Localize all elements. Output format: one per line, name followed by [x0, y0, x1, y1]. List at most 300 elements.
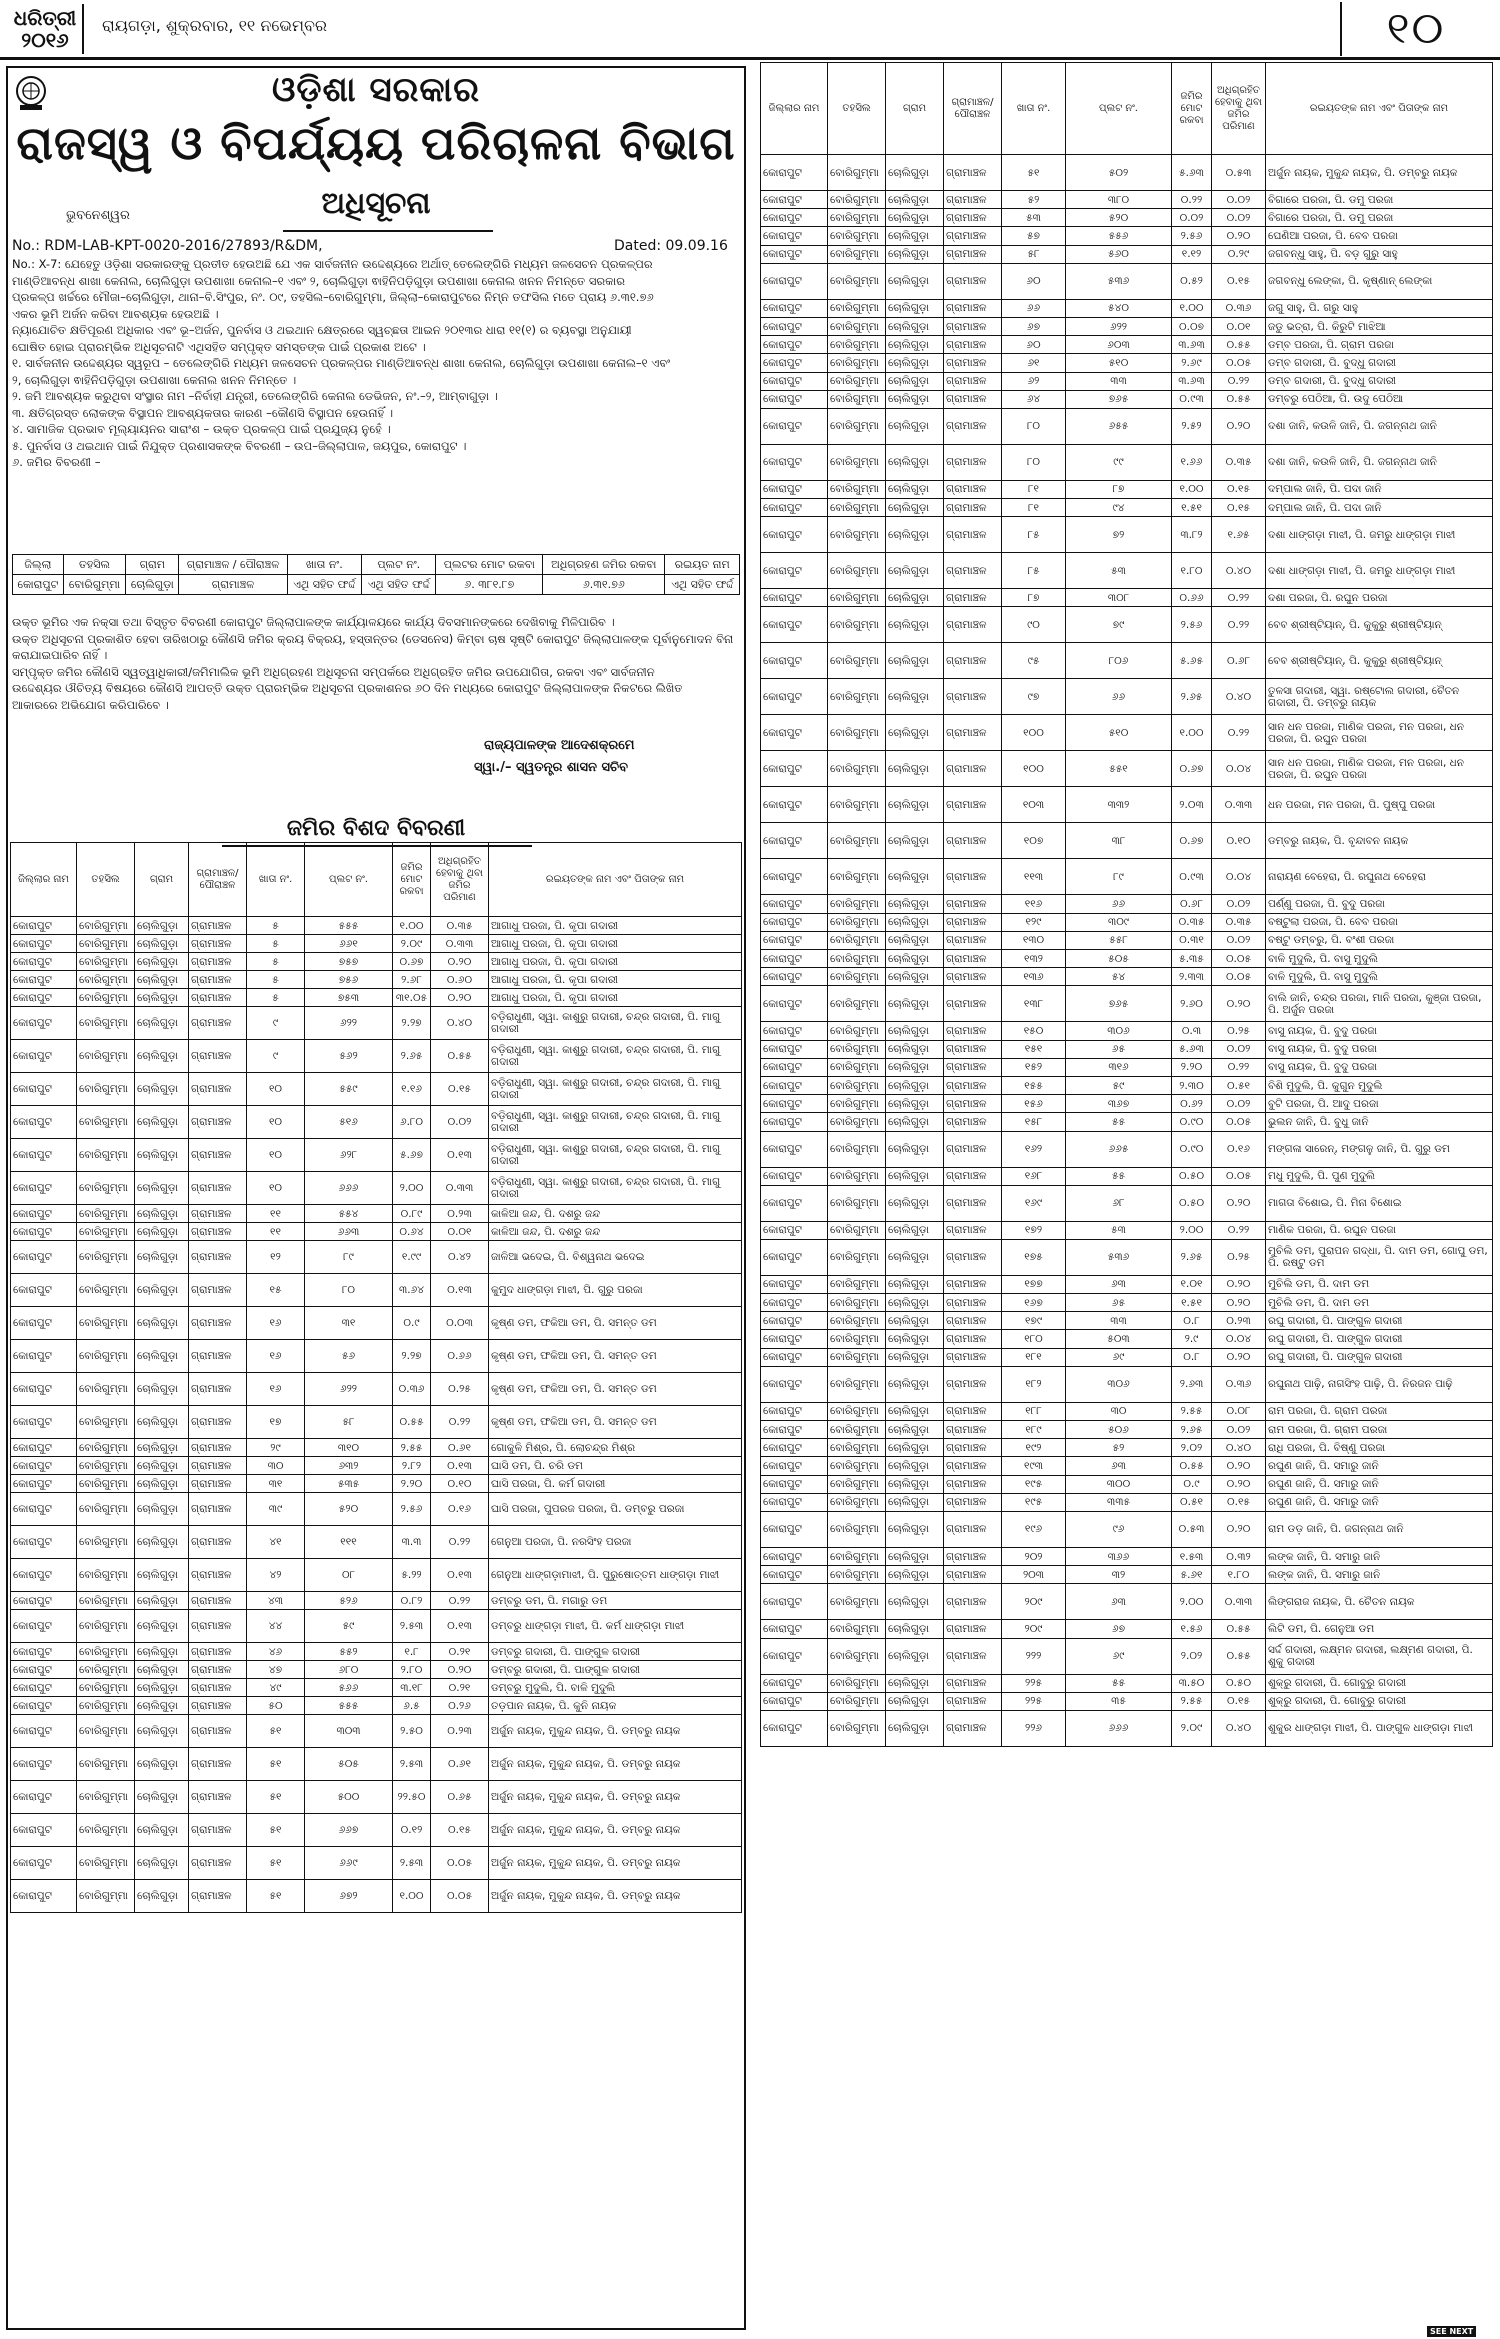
notice-paragraph: ୨, ଚୋଲିଗୁଡ଼ା ଵାହିନିପଡ଼ିଗୁଡ଼ା ଉପଶାଖା କେନାଲ ଖନନ ନିମନ୍ତେ । [12, 372, 297, 387]
table-row [11, 1205, 742, 1223]
reference-number: No.: RDM-LAB-KPT-0020-2016/27893/R&DM, [12, 238, 323, 254]
acquired-area-cell: ୦.୪୦ [1212, 553, 1266, 589]
area-type-cell: ଗ୍ରାମାଞ୍ଚଳ [944, 679, 1002, 715]
area-type-cell: ଗ୍ରାମାଞ୍ଚଳ [944, 444, 1002, 480]
plot-cell: ୫୨ [1066, 1439, 1172, 1457]
table-row [761, 1547, 1493, 1565]
acquired-area-cell: ୦.୧୫ [431, 1073, 489, 1106]
village-cell: ଚୋଲିଗୁଡ଼ା [135, 1040, 189, 1073]
district-cell: କୋରାପୁଟ [761, 1620, 828, 1638]
plot-cell: ୩୩୨ [1066, 787, 1172, 823]
plot-cell: ୩୦୩ [305, 1715, 393, 1748]
notice-condition-line: ଆକାରରେ ଅଭିଯୋଗ କରିପାରିବେ । [12, 697, 169, 712]
total-area-cell: ୧.୮୦ [1172, 553, 1212, 589]
area-type-cell: ଗ୍ରାମାଞ୍ଚଳ [944, 1457, 1002, 1475]
plot-cell: ୫୬୬ [305, 1679, 393, 1697]
tahasil-cell: ବୋରିଗୁମ୍ମା [77, 953, 135, 971]
notice-condition-line: ଉକ୍ତ ଅଧିସୂଚନା ପ୍ରକାଶିତ ହେବା ତାରିଖଠାରୁ କୌଣସି ଜମିର କ୍ରୟ ବିକ୍ରୟ, ହସ୍ତାନ୍ତର (ଡେସନେସ) କିମ୍ବା ଚାଷ ସୃଷ୍ଟି କୋରାପୁଟ ଜିଲ୍ଲାପାଳଙ୍କ ପୂର୍ବାନୁମୋଦନ ବିନା [12, 631, 734, 646]
district-cell: କୋରାପୁଟ [761, 1167, 828, 1185]
tahasil-cell: ବୋରିଗୁମ୍ମା [828, 715, 886, 751]
acquired-area-cell: ୦.୩୨ [1212, 1547, 1266, 1565]
khata-cell: ୧୧ [247, 1223, 305, 1241]
column-header: ରଇୟତଙ୍କ ନାମ ଏବଂ ପିତାଙ୍କ ନାମ [1266, 63, 1493, 155]
village-cell: ଚୋଲିଗୁଡ଼ା [886, 859, 944, 895]
total-area-cell: ୨.୮୦ [393, 1661, 431, 1679]
tahasil-cell: ବୋରିଗୁମ୍ମା [828, 679, 886, 715]
khata-cell: ୬୬ [1002, 299, 1066, 317]
total-area-cell: ୦.୩୬ [393, 1373, 431, 1406]
total-area-cell: ୨.୦୨ [1172, 1439, 1212, 1457]
owner-cell: ମଙ୍ଗଳା ସାରେନ୍, ମଙ୍ଗଳୁ ଜାନି, ପି. ଗୁରୁ ଡମ [1266, 1131, 1493, 1167]
total-area-cell: ୫.୨୨ [393, 1559, 431, 1592]
village-cell: ଚୋଲିଗୁଡ଼ା [886, 499, 944, 517]
tahasil-cell: ବୋରିଗୁମ୍ମା [828, 1620, 886, 1638]
notice-paragraph: ୪. ସାମାଜିକ ପ୍ରଭାବ ମୂଲ୍ୟାୟନର ସାରାଂଶ – ଉକ୍ତ ପ୍ରକଳ୍ପ ପାଇଁ ପ୍ରଯୁଜ୍ୟ ନୁହେଁ । [12, 422, 391, 436]
area-type-cell: ଗ୍ରାମାଞ୍ଚଳ [189, 1475, 247, 1493]
column-header: ପ୍ଲଟ ନଂ. [305, 843, 393, 917]
khata-cell: ୫୨ [1002, 191, 1066, 209]
district-cell: କୋରାପୁଟ [761, 1040, 828, 1058]
district-cell: କୋରାପୁଟ [11, 1307, 77, 1340]
area-type-cell: ଗ୍ରାମାଞ୍ଚଳ [944, 1584, 1002, 1620]
village-cell: ଚୋଲିଗୁଡ଼ା [886, 1312, 944, 1330]
acquired-area-cell: ୦.୦୧ [431, 1223, 489, 1241]
table-row [761, 517, 1493, 553]
notice-paragraph: ଘୋଷିତ ହୋଇ ପ୍ରାରମ୍ଭିକ ଅଧିସୂଚନାଟି ଏଥିସହିତ ସମ୍ପୃକ୍ତ ସମସ୍ତଙ୍କ ପାଇଁ ପ୍ରକାଶ ଅଟେ । [12, 339, 426, 354]
village-cell: ଚୋଲିଗୁଡ଼ା [886, 553, 944, 589]
khata-cell: ୫୧ [247, 1814, 305, 1847]
acquired-area-cell: ୦.୨୦ [1212, 1275, 1266, 1293]
owner-cell: ଲିଟି ଡମ, ପି. ଗେନୁଆ ଡମ [1266, 1620, 1493, 1638]
tahasil-cell: ବୋରିଗୁମ୍ମା [828, 895, 886, 913]
khata-cell: ୧୨ [247, 1241, 305, 1274]
total-area-cell: ୦.୧୨ [393, 1814, 431, 1847]
khata-cell: ୯ [247, 1007, 305, 1040]
area-type-cell: ଗ୍ରାମାଞ୍ଚଳ [944, 823, 1002, 859]
tahasil-cell: ବୋରିଗୁମ୍ମା [77, 1526, 135, 1559]
table-row [11, 1274, 742, 1307]
village-cell: ଚୋଲିଗୁଡ଼ା [886, 444, 944, 480]
total-area-cell: ୧.୦୦ [1172, 480, 1212, 498]
plot-cell: ୮୯ [1066, 859, 1172, 895]
newspaper-logo: ଧରିତ୍ରୀ ୨୦୧୬ [8, 4, 84, 54]
acquired-area-cell: ୦.୫୧ [1212, 1076, 1266, 1094]
district-cell: କୋରାପୁଟ [11, 1592, 77, 1610]
summary-cell: ଏଥି ସହିତ ଫର୍ଦ୍ଦ [362, 575, 436, 595]
plot-cell: ୫୯ [1066, 1076, 1172, 1094]
plot-cell: ୩୫ [1066, 1692, 1172, 1710]
table-row [761, 751, 1493, 787]
table-row [11, 1406, 742, 1439]
village-cell: ଚୋଲିଗୁଡ଼ା [135, 935, 189, 953]
acquired-area-cell: ୦.୧୫ [1212, 499, 1266, 517]
tahasil-cell: ବୋରିଗୁମ୍ମା [828, 1275, 886, 1293]
plot-cell: ୫୫୫ [305, 917, 393, 935]
plot-cell: ୩୬୬ [1066, 1547, 1172, 1565]
district-cell: କୋରାପୁଟ [11, 1748, 77, 1781]
village-cell: ଚୋଲିଗୁଡ଼ା [886, 913, 944, 931]
acquired-area-cell: ୦.୪୦ [431, 1007, 489, 1040]
owner-cell: ଆଗାଧୁ ପରଜା, ପି. କୃପା ଗଦାରୀ [489, 989, 742, 1007]
owner-cell: ଲଙ୍କ ଜାନି, ପି. ସମାରୁ ଜାନି [1266, 1566, 1493, 1584]
tahasil-cell: ବୋରିଗୁମ୍ମା [828, 913, 886, 931]
village-cell: ଚୋଲିଗୁଡ଼ା [135, 1661, 189, 1679]
total-area-cell: ୩.୬୪ [393, 1274, 431, 1307]
summary-cell: ଚୋଲିଗୁଡ଼ା [126, 575, 179, 595]
owner-cell: ଡମ୍ବରୁ ମୁଦୁଲି, ପି. ବାଳି ମୁଦୁଲି [489, 1679, 742, 1697]
owner-cell: କୃଷ୍ଣ ଡମ, ଫକିଆ ଡମ, ପି. ସମନ୍ତ ଡମ [489, 1340, 742, 1373]
table-row [761, 1674, 1493, 1692]
total-area-cell: ୫.୬୫ [1172, 643, 1212, 679]
acquired-area-cell: ୦.୧୫ [1212, 263, 1266, 299]
total-area-cell: ୦.୫୫ [393, 1406, 431, 1439]
tahasil-cell: ବୋରିଗୁମ୍ମା [828, 1221, 886, 1239]
area-type-cell: ଗ୍ରାମାଞ୍ଚଳ [189, 1340, 247, 1373]
owner-cell: ଦମ୍ପାଲ ଜାନି, ପି. ପଦା ଜାନି [1266, 499, 1493, 517]
tahasil-cell: ବୋରିଗୁମ୍ମା [828, 317, 886, 335]
table-row [11, 1007, 742, 1040]
plot-cell: ୬୮ [1066, 1185, 1172, 1221]
plot-cell: ୫୪ [1066, 968, 1172, 986]
district-cell: କୋରାପୁଟ [761, 1294, 828, 1312]
acquired-area-cell: ୦.୫୫ [1212, 336, 1266, 354]
village-cell: ଚୋଲିଗୁଡ଼ା [135, 1106, 189, 1139]
column-header: ତହସିଲ [77, 843, 135, 917]
plot-cell: ୫୧୦ [1066, 715, 1172, 751]
area-type-cell: ଗ୍ରାମାଞ୍ଚଳ [944, 1475, 1002, 1493]
tahasil-cell: ବୋରିଗୁମ୍ମା [828, 1475, 886, 1493]
owner-cell: ଜଡୁ ଭତ୍ରା, ପି. କିରୁଟି ମାଝିଆ [1266, 317, 1493, 335]
table-row [11, 1373, 742, 1406]
table-row [761, 191, 1493, 209]
district-cell: କୋରାପୁଟ [761, 1330, 828, 1348]
area-type-cell: ଗ୍ରାମାଞ୍ଚଳ [189, 1880, 247, 1913]
khata-cell: ୧୫୮ [1002, 1113, 1066, 1131]
khata-cell: ୧୫୦ [1002, 1022, 1066, 1040]
owner-cell: କାଳିଆ ଜନ୍ଦ, ପି. ଦଶରୁ ଜନ୍ଦ [489, 1223, 742, 1241]
total-area-cell: ୦.୫୦ [1172, 1167, 1212, 1185]
acquired-area-cell: ୦.୨୨ [431, 1526, 489, 1559]
acquired-area-cell: ୦.୩୬ [1212, 1366, 1266, 1402]
district-cell: କୋରାପୁଟ [761, 1638, 828, 1674]
khata-cell: ୧୧୩ [1002, 859, 1066, 895]
owner-cell: ରାମ ଡଡ଼ ଜାନି, ପି. ଜଗନ୍ନାଥ ଜାନି [1266, 1511, 1493, 1547]
acquired-area-cell: ୦.୬୦ [431, 971, 489, 989]
tahasil-cell: ବୋରିଗୁମ୍ମା [77, 1880, 135, 1913]
table-row [11, 1697, 742, 1715]
area-type-cell: ଗ୍ରାମାଞ୍ଚଳ [944, 1022, 1002, 1040]
tahasil-cell: ବୋରିଗୁମ୍ମା [828, 607, 886, 643]
district-cell: କୋରାପୁଟ [11, 1340, 77, 1373]
acquired-area-cell: ୦.୪୦ [1212, 1710, 1266, 1746]
plot-cell: ୫୧୬ [305, 1106, 393, 1139]
table-row [761, 1076, 1493, 1094]
column-header: ତହସିଲ [828, 63, 886, 155]
acquired-area-cell: ୦.୨୦ [1212, 1511, 1266, 1547]
area-type-cell: ଗ୍ରାମାଞ୍ଚଳ [944, 1294, 1002, 1312]
table-row [11, 1814, 742, 1847]
village-cell: ଚୋଲିଗୁଡ଼ା [886, 751, 944, 787]
total-area-cell: ୦.୮୨ [393, 1592, 431, 1610]
khata-cell: ୧୭୨ [1002, 1221, 1066, 1239]
district-cell: କୋରାପୁଟ [761, 517, 828, 553]
khata-cell: ୩୧ [247, 1475, 305, 1493]
owner-cell: ଅର୍ଜୁନ ନାୟକ, ମୁକୁନ୍ଦ ନାୟକ, ପି. ଡମ୍ବରୁ ନାୟକ [489, 1781, 742, 1814]
village-cell: ଚୋଲିଗୁଡ଼ା [886, 299, 944, 317]
village-cell: ଚୋଲିଗୁଡ଼ା [135, 1274, 189, 1307]
table-row [761, 299, 1493, 317]
total-area-cell: ୦.୫୫ [1172, 1457, 1212, 1475]
plot-cell: ୫୫୫ [305, 1697, 393, 1715]
district-cell: କୋରାପୁଟ [11, 1847, 77, 1880]
table-row [761, 1221, 1493, 1239]
area-type-cell: ଗ୍ରାମାଞ୍ଚଳ [189, 1073, 247, 1106]
tahasil-cell: ବୋରିଗୁମ୍ମା [828, 1366, 886, 1402]
plot-cell: ୫୮ [305, 1406, 393, 1439]
village-cell: ଚୋଲିଗୁଡ଼ା [135, 1139, 189, 1172]
land-details-title: ଜମିର ବିଶଦ ବିବରଣୀ [286, 816, 466, 841]
area-type-cell: ଗ୍ରାମାଞ୍ଚଳ [189, 1493, 247, 1526]
district-cell: କୋରାପୁଟ [11, 989, 77, 1007]
table-row [11, 917, 742, 935]
total-area-cell: ୨.୬୯ [1172, 354, 1212, 372]
khata-cell: ୧୭୭ [1002, 1275, 1066, 1293]
tahasil-cell: ବୋରିଗୁମ୍ମା [77, 1847, 135, 1880]
village-cell: ଚୋଲିଗୁଡ଼ା [886, 1366, 944, 1402]
table-row [11, 1592, 742, 1610]
khata-cell: ୧୮୧ [1002, 1348, 1066, 1366]
tahasil-cell: ବୋରିଗୁମ୍ମା [77, 935, 135, 953]
plot-cell: ୬୬୯ [305, 1847, 393, 1880]
tahasil-cell: ବୋରିଗୁମ୍ମା [828, 1294, 886, 1312]
tahasil-cell: ବୋରିଗୁମ୍ମା [77, 1592, 135, 1610]
notice-body [12, 256, 740, 471]
acquired-area-cell: ୦.୧୩ [431, 1457, 489, 1475]
total-area-cell: ୩.୩ [393, 1526, 431, 1559]
area-type-cell: ଗ୍ରାମାଞ୍ଚଳ [944, 517, 1002, 553]
village-cell: ଚୋଲିଗୁଡ଼ା [886, 1457, 944, 1475]
khata-cell: ୨୯ [247, 1439, 305, 1457]
table-row [761, 1638, 1493, 1674]
tahasil-cell: ବୋରିଗୁମ୍ମା [828, 408, 886, 444]
table-row [761, 607, 1493, 643]
plot-cell: ୫୩୬ [1066, 263, 1172, 299]
village-cell: ଚୋଲିଗୁଡ଼ା [886, 336, 944, 354]
total-area-cell: ୨.୯ [1172, 1330, 1212, 1348]
owner-cell: ଆଗାଧୁ ପରଜା, ପି. କୃପା ଗଦାରୀ [489, 971, 742, 989]
owner-cell: ଶୁକ୍ରୁ ଗଦାରୀ, ପି. ଗୋବୁରୁ ଗଦାରୀ [1266, 1674, 1493, 1692]
heading-underline [283, 230, 493, 232]
area-type-cell: ଗ୍ରାମାଞ୍ଚଳ [189, 1526, 247, 1559]
owner-cell: ମୁଚିଲି ଡମ, ପୁରାପନ ଗଦ୍ଧା, ପି. ଦାମ ଡମ, ଗୋପୁ ଡମ, ପି. ରଷ୍ଟୁ ଡମ [1266, 1239, 1493, 1275]
total-area-cell: ୧.୬୬ [1172, 444, 1212, 480]
acquired-area-cell: ୦.୫୫ [431, 1040, 489, 1073]
khata-cell: ୧୬୭ [1002, 1294, 1066, 1312]
area-type-cell: ଗ୍ରାମାଞ୍ଚଳ [944, 1348, 1002, 1366]
khata-cell: ୫୧ [1002, 155, 1066, 191]
area-type-cell: ଗ୍ରାମାଞ୍ଚଳ [189, 1040, 247, 1073]
total-area-cell: ୦.୦୨ [1172, 209, 1212, 227]
plot-cell: ୬୨୨ [305, 1373, 393, 1406]
district-cell: କୋରାପୁଟ [761, 1239, 828, 1275]
plot-cell: ୫୬୨ [305, 1040, 393, 1073]
tahasil-cell: ବୋରିଗୁମ୍ମା [828, 931, 886, 949]
area-type-cell: ଗ୍ରାମାଞ୍ଚଳ [189, 917, 247, 935]
acquired-area-cell: ୦.୧୩ [431, 1610, 489, 1643]
khata-cell: ୪୬ [247, 1643, 305, 1661]
village-cell: ଚୋଲିଗୁଡ଼ା [886, 191, 944, 209]
land-details-table-left [10, 842, 742, 1913]
khata-cell: ୨୨୬ [1002, 1710, 1066, 1746]
owner-cell: ରଘୁ ଗଦାରୀ, ପି. ପାଙ୍ଗୁଳ ଗଦାରୀ [1266, 1348, 1493, 1366]
column-header: ଗ୍ରାମ [886, 63, 944, 155]
column-header: ଗ୍ରାମାଞ୍ଚଳ/ ପୌରାଞ୍ଚଳ [944, 63, 1002, 155]
owner-cell: ଜଗବନ୍ଧୁ ଲେଙ୍କା, ପି. କୃଷ୍ଣାନ୍ ଲେଙ୍କା [1266, 263, 1493, 299]
owner-cell: ଦଶା ପରଜା, ପି. ରଘୁନ ପରଜା [1266, 589, 1493, 607]
area-type-cell: ଗ୍ରାମାଞ୍ଚଳ [944, 1058, 1002, 1076]
table-row [761, 1131, 1493, 1167]
district-cell: କୋରାପୁଟ [761, 263, 828, 299]
acquired-area-cell: ୦.୨୦ [1212, 408, 1266, 444]
owner-cell: ଆଗାଧୁ ପରଜା, ପି. କୃପା ଗଦାରୀ [489, 935, 742, 953]
district-cell: କୋରାପୁଟ [761, 1674, 828, 1692]
acquired-area-cell: ୦.୧୫ [1212, 480, 1266, 498]
tahasil-cell: ବୋରିଗୁମ୍ମା [828, 155, 886, 191]
tahasil-cell: ବୋରିଗୁମ୍ମା [828, 480, 886, 498]
tahasil-cell: ବୋରିଗୁମ୍ମା [77, 1475, 135, 1493]
acquired-area-cell: ୦.୨୯ [1212, 245, 1266, 263]
tahasil-cell: ବୋରିଗୁମ୍ମା [828, 751, 886, 787]
village-cell: ଚୋଲିଗୁଡ଼ା [135, 917, 189, 935]
notice-condition-line: କରାଯାଇପାରିବ ନାହିଁ । [12, 648, 108, 662]
area-type-cell: ଗ୍ରାମାଞ୍ଚଳ [189, 1439, 247, 1457]
plot-cell: ୮୭ [1066, 480, 1172, 498]
acquired-area-cell: ୦.୨୨ [1212, 715, 1266, 751]
plot-cell: ୬୬୫ [1066, 1131, 1172, 1167]
plot-cell: ୯୯ [1066, 444, 1172, 480]
village-cell: ଚୋଲିଗୁଡ଼ା [135, 989, 189, 1007]
plot-cell: ୫୦୨ [1066, 155, 1172, 191]
owner-cell: ଡମ୍ବରୁ ଗଦାରୀ, ପି. ପାଙ୍ଗୁଳ ଗଦାରୀ [489, 1643, 742, 1661]
acquired-area-cell: ୦.୦୨ [1212, 1040, 1266, 1058]
plot-cell: ୩୩ [1066, 1312, 1172, 1330]
owner-cell: ଆଗାଧୁ ପରଜା, ପି. କୃପା ଗଦାରୀ [489, 917, 742, 935]
plot-cell: ୮୯ [305, 1241, 393, 1274]
khata-cell: ୬୭ [1002, 317, 1066, 335]
khata-cell: ୫ [247, 989, 305, 1007]
table-row [761, 354, 1493, 372]
acquired-area-cell: ୦.୨୨ [1212, 1058, 1266, 1076]
khata-cell: ୬୦ [1002, 336, 1066, 354]
acquired-area-cell: ୧.୬୫ [1212, 517, 1266, 553]
plot-cell: ୫୧୦ [1066, 354, 1172, 372]
notice-date: Dated: 09.09.16 [614, 238, 728, 254]
acquired-area-cell: ୦.୩୩ [431, 1172, 489, 1205]
acquired-area-cell: ୦.୦୪ [1212, 1330, 1266, 1348]
plot-cell: ୫୦୩ [1066, 1330, 1172, 1348]
tahasil-cell: ବୋରିଗୁମ୍ମା [828, 1185, 886, 1221]
table-row [761, 444, 1493, 480]
acquired-area-cell: ୦.୧୬ [431, 1493, 489, 1526]
plot-cell: ୯୬ [1066, 1511, 1172, 1547]
area-type-cell: ଗ୍ରାମାଞ୍ଚଳ [944, 1330, 1002, 1348]
acquired-area-cell: ୦.୨୧ [431, 1679, 489, 1697]
area-type-cell: ଗ୍ରାମାଞ୍ଚଳ [189, 1592, 247, 1610]
district-cell: କୋରାପୁଟ [11, 1697, 77, 1715]
tahasil-cell: ବୋରିଗୁମ୍ମା [77, 1559, 135, 1592]
acquired-area-cell: ୦.୫୦ [1212, 1674, 1266, 1692]
khata-cell: ୧୫୫ [1002, 1076, 1066, 1094]
acquired-area-cell: ୦.୪୦ [1212, 1439, 1266, 1457]
plot-cell: ୫୦୬ [1066, 1421, 1172, 1439]
acquired-area-cell: ୦.୧୫ [431, 1814, 489, 1847]
village-cell: ଚୋଲିଗୁଡ଼ା [886, 480, 944, 498]
notice-conditions [12, 614, 740, 713]
tahasil-cell: ବୋରିଗୁମ୍ମା [828, 1095, 886, 1113]
summary-cell: ବୋରିଗୁମ୍ମା [63, 575, 125, 595]
summary-header-cell: ପ୍ଲଟର ମୋଟ ରକବା [436, 555, 543, 575]
table-row [761, 1113, 1493, 1131]
total-area-cell: ୦.୦୭ [1172, 317, 1212, 335]
khata-cell: ୧୮୯ [1002, 1421, 1066, 1439]
total-area-cell: ୫.୬୩ [1172, 1040, 1212, 1058]
khata-cell: ୪୯ [247, 1679, 305, 1697]
table-row [761, 1312, 1493, 1330]
owner-cell: ଡମ୍ବରୁ ପେଠିଆ, ପି. ଉଦୁ ପେଠିଆ [1266, 390, 1493, 408]
area-type-cell: ଗ୍ରାମାଞ୍ଚଳ [944, 191, 1002, 209]
district-cell: କୋରାପୁଟ [11, 1679, 77, 1697]
district-cell: କୋରାପୁଟ [11, 1139, 77, 1172]
notice-heading: ଅଧିସୂଚନା [321, 186, 431, 221]
area-type-cell: ଗ୍ରାମାଞ୍ଚଳ [944, 1692, 1002, 1710]
total-area-cell: ୦.୩୧ [1172, 931, 1212, 949]
area-type-cell: ଗ୍ରାମାଞ୍ଚଳ [944, 913, 1002, 931]
village-cell: ଚୋଲିଗୁଡ଼ା [135, 1340, 189, 1373]
acquired-area-cell: ୦.୦୫ [1212, 950, 1266, 968]
tahasil-cell: ବୋରିଗୁମ୍ମା [77, 1697, 135, 1715]
area-type-cell: ଗ୍ରାମାଞ୍ଚଳ [189, 1748, 247, 1781]
plot-cell: ୭୨ [1066, 517, 1172, 553]
khata-cell: ୧୭୫ [1002, 1239, 1066, 1275]
area-type-cell: ଗ୍ରାମାଞ୍ଚଳ [189, 1610, 247, 1643]
owner-cell: ଜାଳିଆ ଭଦେଇ, ପି. ବିଶ୍ୱନାଥ ଭଦେଇ [489, 1241, 742, 1274]
owner-cell: ବାସୁ ନାୟକ, ପି. ବୁଦୁ ପରଜା [1266, 1058, 1493, 1076]
notice-paragraph: ପ୍ରକଳ୍ପ ଖର୍ଚ୍ଚରେ ମୌଜା–ଚୋଲିଗୁଡ଼ା, ଥାନା–ବି.ସିଂପୁର, ନଂ. ୦୯, ତହସିଲ–ବୋରିଗୁମ୍ମା, ଜିଲ୍ଲା–କୋରାପୁଟରେ ନିମ୍ନ ତଫସିଲ ମତେ ପ୍ରାୟ ୬.୩୧.୭୬ [12, 290, 654, 304]
total-area-cell: ୨.୫୩ [393, 1610, 431, 1643]
total-area-cell: ୨୨.୫୦ [393, 1781, 431, 1814]
plot-cell: ୭୬୫ [1066, 390, 1172, 408]
khata-cell: ୨୨୫ [1002, 1692, 1066, 1710]
khata-cell: ୮୦ [1002, 444, 1066, 480]
acquired-area-cell: ୦.୩୬ [1212, 299, 1266, 317]
acquired-area-cell: ୦.୦୨ [1212, 191, 1266, 209]
village-cell: ଚୋଲିଗୁଡ଼ା [135, 1814, 189, 1847]
summary-header-cell: ଗ୍ରାମାଞ୍ଚଳ / ପୌରାଞ୍ଚଳ [179, 555, 287, 575]
table-row [11, 1679, 742, 1697]
plot-cell: ୭୫୩ [305, 989, 393, 1007]
land-summary-table [12, 554, 740, 595]
summary-header-cell: ଗ୍ରାମ [126, 555, 179, 575]
table-row [761, 408, 1493, 444]
village-cell: ଚୋଲିଗୁଡ଼ା [886, 1638, 944, 1674]
khata-cell: ୯୭ [1002, 679, 1066, 715]
village-cell: ଚୋଲିଗୁଡ଼ା [886, 245, 944, 263]
district-cell: କୋରାପୁଟ [761, 823, 828, 859]
acquired-area-cell: ୦.୨୨ [1212, 372, 1266, 390]
village-cell: ଚୋଲିଗୁଡ଼ା [886, 1076, 944, 1094]
owner-cell: ମୁଚିଲି ଡମ, ପି. ଦାମ ଡମ [1266, 1275, 1493, 1293]
total-area-cell: ୦.୫୧ [1172, 1493, 1212, 1511]
